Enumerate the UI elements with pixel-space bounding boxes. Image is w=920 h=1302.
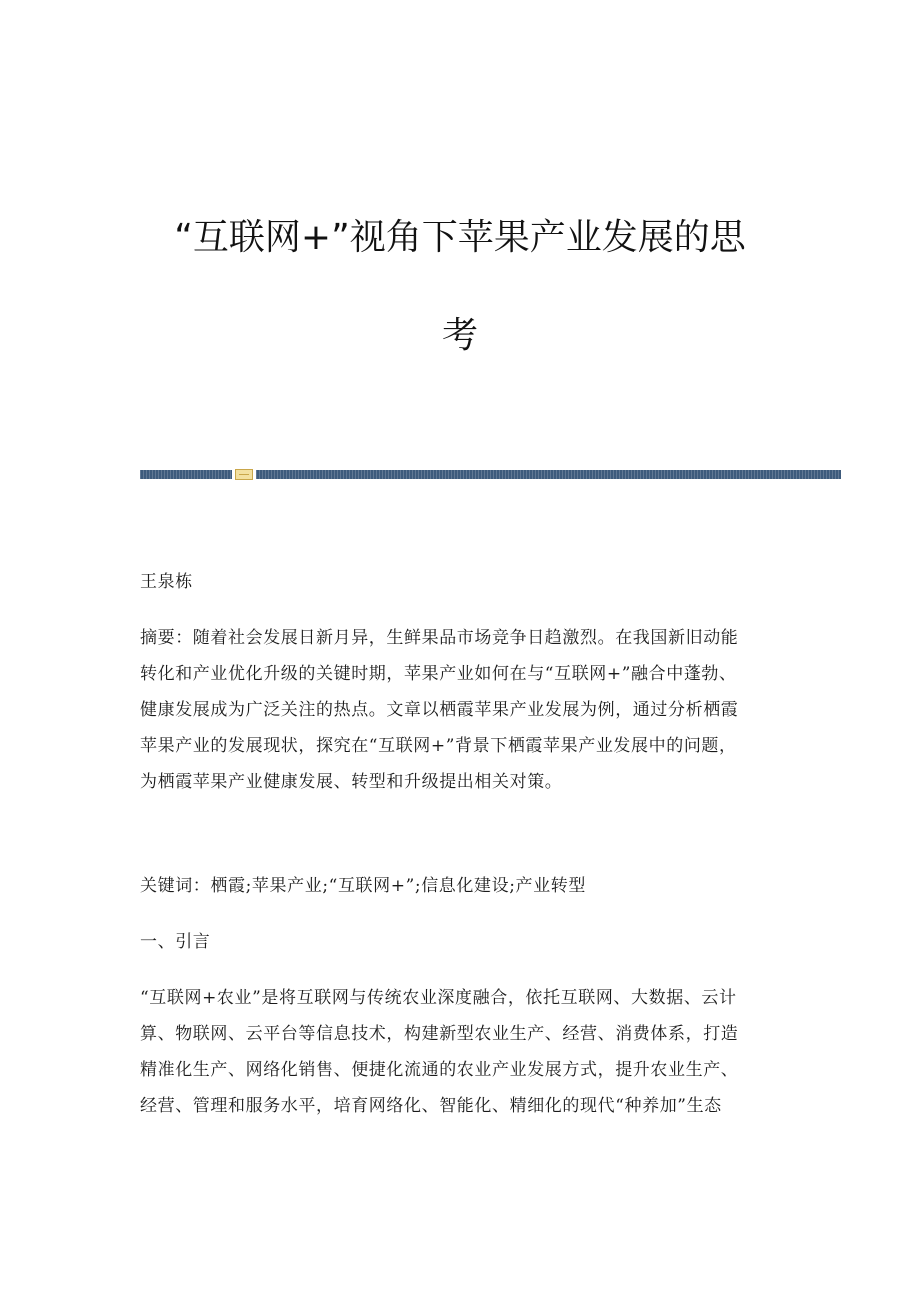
keywords-line: 关键词：栖霞;苹果产业;“互联网+”;信息化建设;产业转型 xyxy=(140,876,586,896)
abstract-line: 为栖霞苹果产业健康发展、转型和升级提出相关对策。 xyxy=(140,772,563,792)
body-line: 算、物联网、云平台等信息技术，构建新型农业生产、经营、消费体系，打造 xyxy=(140,1024,739,1044)
abstract-line: 健康发展成为广泛关注的热点。文章以栖霞苹果产业发展为例，通过分析栖霞 xyxy=(140,700,739,720)
divider-ornament-icon xyxy=(235,469,253,480)
section-heading: 一、引言 xyxy=(140,932,211,952)
abstract-line: 苹果产业的发展现状，探究在“互联网+”背景下栖霞苹果产业发展中的问题， xyxy=(140,736,737,756)
body-paragraph xyxy=(140,980,780,1124)
author-name: 王泉栋 xyxy=(140,572,193,592)
document-title-line-2: 考 xyxy=(441,315,478,356)
body-line: 经营、管理和服务水平，培育网络化、智能化、精细化的现代“种养加”生态 xyxy=(140,1096,722,1116)
body-line: 精准化生产、网络化销售、便捷化流通的农业产业发展方式，提升农业生产、 xyxy=(140,1060,739,1080)
abstract-line: 转化和产业优化升级的关键时期，苹果产业如何在与“互联网+”融合中蓬勃、 xyxy=(140,664,737,684)
abstract-paragraph xyxy=(140,620,780,800)
abstract-line: 摘要：随着社会发展日新月异，生鲜果品市场竞争日趋激烈。在我国新旧动能 xyxy=(140,628,739,648)
title-divider-right xyxy=(256,470,841,479)
title-divider-left xyxy=(140,470,232,479)
body-line: “互联网+农业”是将互联网与传统农业深度融合，依托互联网、大数据、云计 xyxy=(140,988,737,1008)
document-title-line-1: “互联网+”视角下苹果产业发展的思 xyxy=(174,217,746,258)
